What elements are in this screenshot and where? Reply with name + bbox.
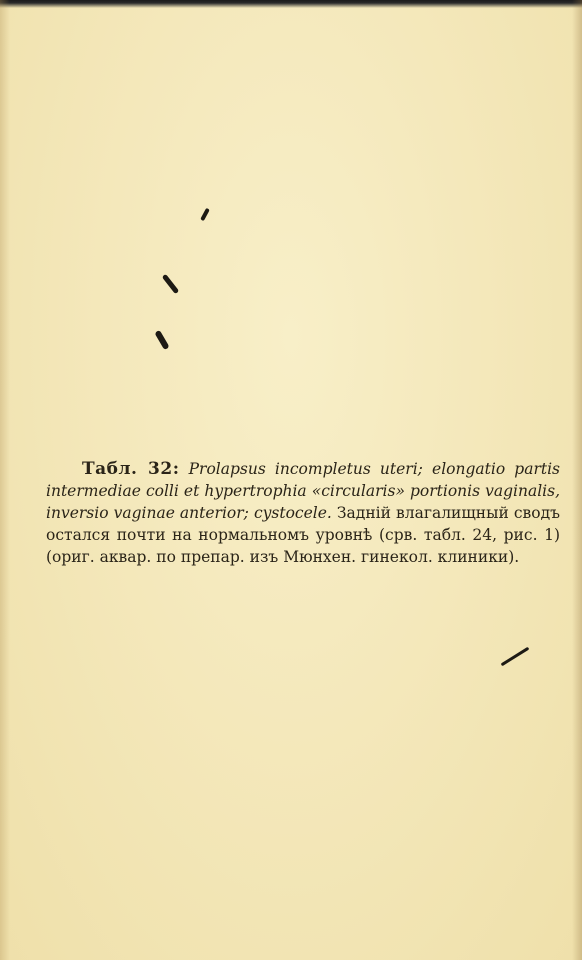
russian-description: Задній влагалищный сводъ остался почти на нормальномъ уровнѣ (срв. табл. 24, рис. 1) (ориг. аквар. по препар. изъ Мюнхен. гинекол. клиники). [46,504,560,566]
plate-label: Табл. 32: [82,459,180,479]
ink-speck [162,274,179,294]
page-top-shadow [0,0,582,8]
ink-speck [501,647,530,667]
plate-caption [46,458,560,568]
ink-speck [154,330,169,350]
latin-diagnosis: Prolapsus incompletus uteri; elongatio partis intermediae colli et hypertrophia «circularis» portionis vaginalis, inversio vaginae anterior; cystocele. [46,460,560,522]
page-left-edge [0,0,10,960]
page-right-edge [572,0,582,960]
ink-speck [200,208,210,221]
